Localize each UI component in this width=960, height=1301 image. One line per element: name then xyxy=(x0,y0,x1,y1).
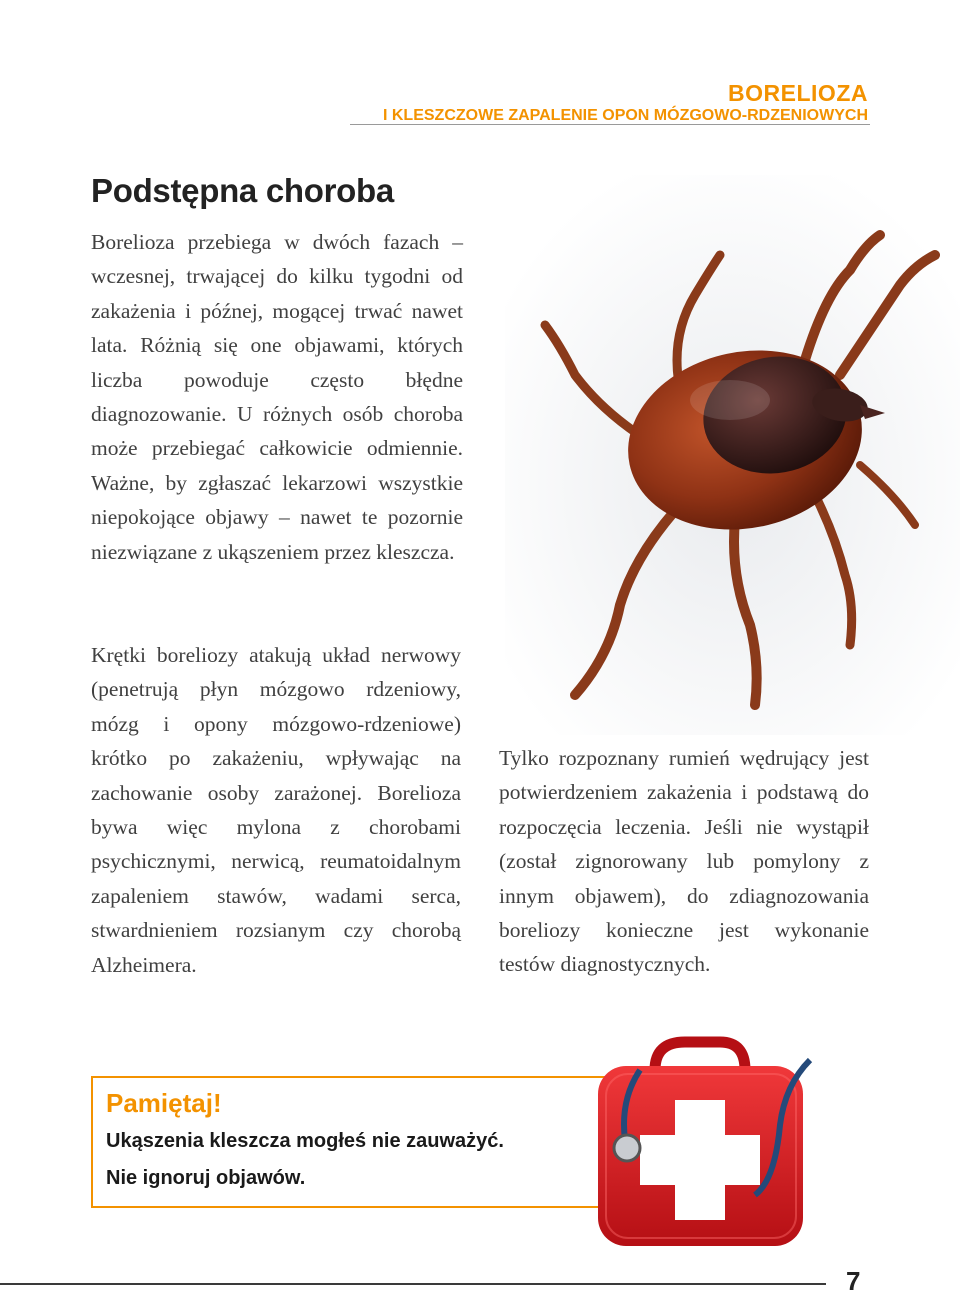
footer-divider xyxy=(0,1283,826,1285)
header-divider xyxy=(350,124,870,125)
paragraph-phases: Borelioza przebiega w dwóch fazach – wczesnej, trwającej do kilku tygodni od zakażenia i późnej, mogącej trwać nawet lata. Różnią się one objawami, których liczba powoduje często błędne diagnozowanie. U różnych osób choroba może przebiegać całkowicie odmiennie. Ważne, by zgłaszać lekarzowi wszystkie niepokojące objawy – nawet te pozornie niezwiązane z ukąszeniem przez kleszcza. xyxy=(91,230,463,564)
reminder-line-2: Nie ignoruj objawów. xyxy=(106,1167,306,1189)
paragraph-diagnosis: Tylko rozpoznany rumień wędrujący jest potwierdzeniem zakażenia i podstawą do rozpoczęcia leczenia. Jeśli nie wystąpił (został zignorowany lub pomylony z innym objawem), do zdiagnozowania boreliozy konieczne jest wykonanie testów diagnostycznych. xyxy=(499,746,869,977)
header-title: BORELIOZA xyxy=(728,80,868,106)
running-header xyxy=(383,80,868,126)
paragraph-nervous-system: Krętki boreliozy atakują układ nerwowy (penetrują płyn mózgowo rdzeniowy, mózg i opony mózgowo-rdzeniowe) krótko po zakażeniu, wpływając na zachowanie osoby zarażonej. Borelioza bywa więc mylona z chorobami psychicznymi, nerwicą, reumatoidalnym zapaleniem stawów, wadami serca, stwardnieniem rozsianym czy chorobą Alzheimera. xyxy=(91,643,461,977)
header-subtitle: I KLESZCZOWE ZAPALENIE OPON MÓZGOWO-RDZENIOWYCH xyxy=(382,107,868,124)
first-aid-kit-icon xyxy=(580,1030,820,1260)
article-title: Podstępna choroba xyxy=(91,172,394,209)
page-number: 7 xyxy=(846,1266,861,1296)
reminder-title: Pamiętaj! xyxy=(106,1088,222,1118)
reminder-line-1: Ukąszenia kleszcza mogłeś nie zauważyć. xyxy=(106,1130,504,1152)
tick-illustration xyxy=(505,175,960,735)
